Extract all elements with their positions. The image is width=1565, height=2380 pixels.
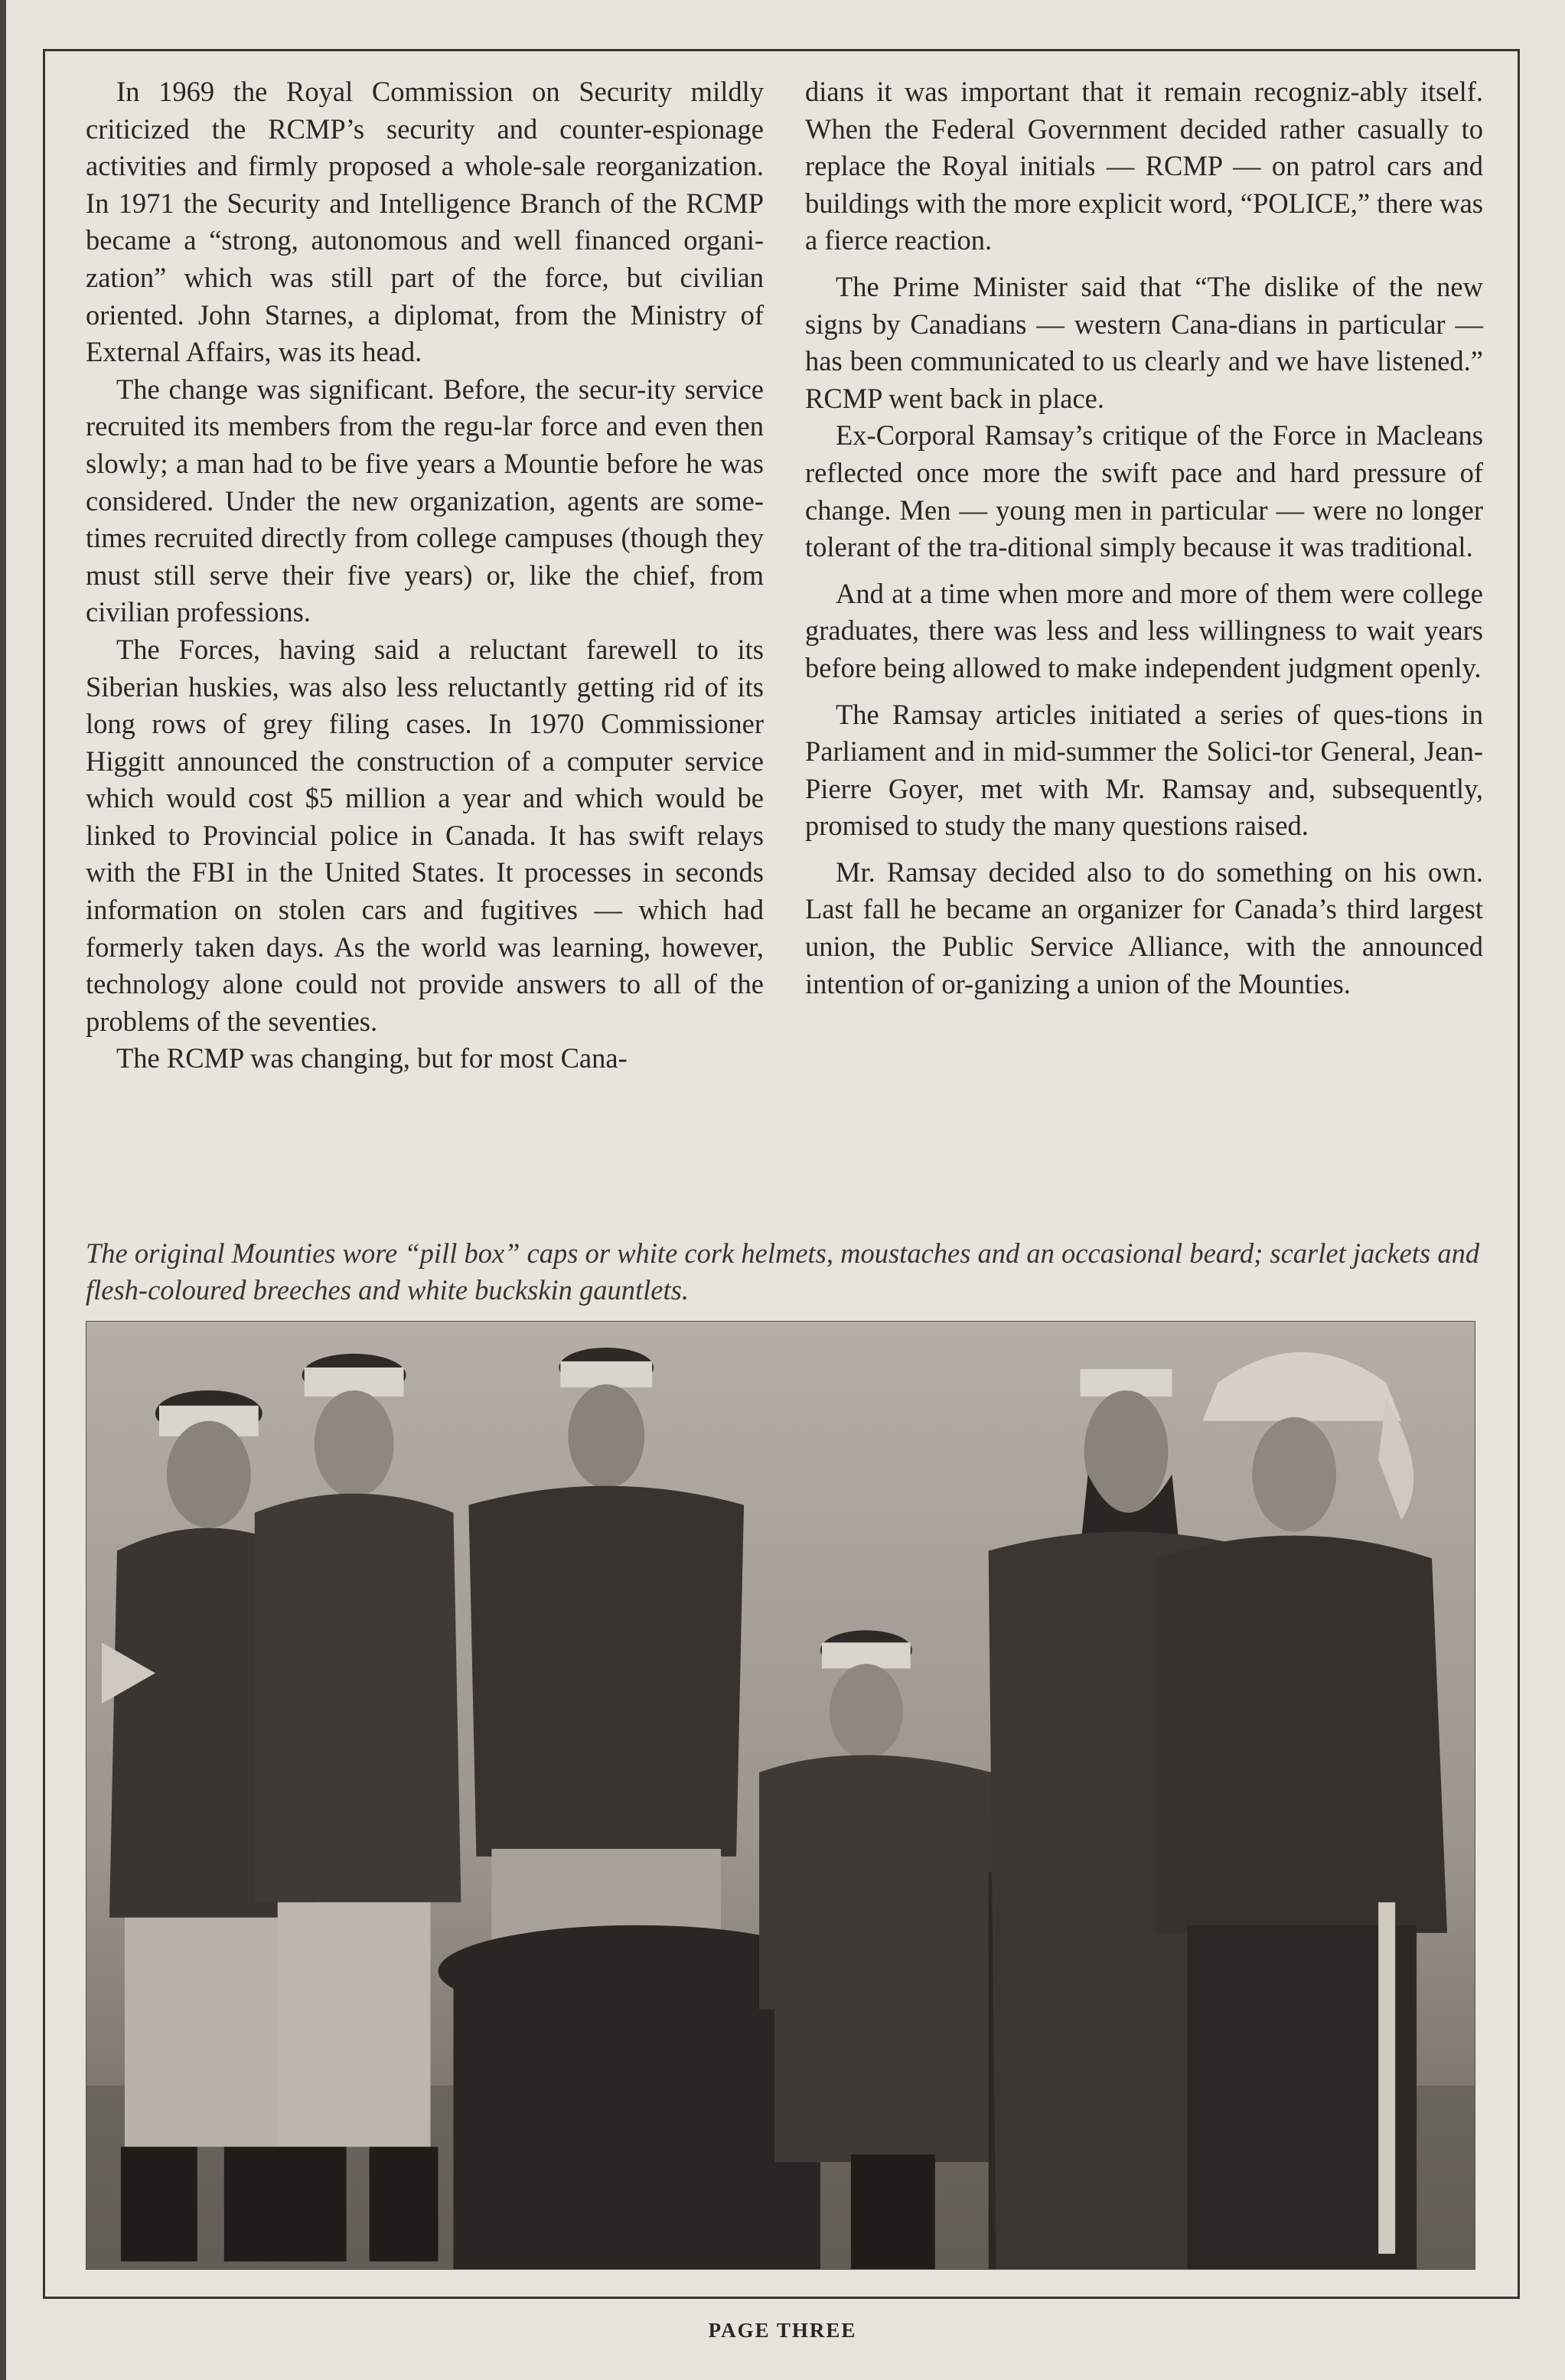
- mounties-group-photo: [86, 1322, 1475, 2269]
- paragraph: Mr. Ramsay decided also to do something on his own. Last fall he became an organizer for Canada’s third largest union, the Public Service Alliance, with the announced intention of or-ganizing a union of the Mounties.: [805, 856, 1483, 999]
- paragraph: The RCMP was changing, but for most Cana-: [116, 1042, 628, 1074]
- paragraph: In 1969 the Royal Commission on Security mildly criticized the RCMP’s security and counter-espionage activities and firmly proposed a whole-sale reorganization. In 1971 the Security and Intelligence Branch of the RCMP became a “strong, autonomous and well financed organi-zation” which was still part of the force, but civilian oriented. John Starnes, a diplomat, from the Ministry of External Affairs, was its head.: [86, 76, 764, 368]
- paragraph: The Ramsay articles initiated a series of ques-tions in Parliament and in mid-summer the Solici-tor General, Jean-Pierre Goyer, met with Mr. Ramsay and, subsequently, promised to study the many questions raised.: [805, 698, 1483, 842]
- paragraph: And at a time when more and more of them were college graduates, there was less and less willingness to wait years before being allowed to make independent judgment openly.: [805, 577, 1483, 683]
- paragraph: The Prime Minister said that “The dislike of the new signs by Canadians — western Cana-dians in particular — has been communicated to us clearly and we have listened.” RCMP went back in place.: [805, 270, 1483, 414]
- page-binding-edge: [0, 0, 6, 2380]
- historical-photograph: [86, 1321, 1475, 2270]
- paragraph: The Forces, having said a reluctant farewell to its Siberian huskies, was also less reluctantly getting rid of its long rows of grey filing cases. In 1970 Commissioner Higgitt announced the construction of a computer service which would cost $5 million a year and which would be linked to Provincial police in Canada. It has swift relays with the FBI in the United States. It processes in seconds information on stolen cars and fugitives — which had formerly taken days. As the world was learning, however, technology alone could not provide answers to all of the problems of the seventies.: [86, 633, 764, 1037]
- paragraph: The change was significant. Before, the secur-ity service recruited its members from the regu-lar force and even then slowly; a man had to be five years a Mountie before he was considered. Under the new organization, agents are some-times recruited directly from college campuses (though they must still serve their five years) or, like the chief, from civilian professions.: [86, 373, 764, 628]
- page-number: PAGE THREE: [708, 2319, 857, 2342]
- paragraph: dians it was important that it remain recogniz-ably itself. When the Federal Government decided rather casually to replace the Royal initials — RCMP — on patrol cars and buildings with the more explicit word, “POLICE,” there was a fierce reaction.: [805, 76, 1483, 256]
- article-body: [86, 73, 1483, 1229]
- photo-caption: The original Mounties wore “pill box” caps or white cork helmets, moustaches and an occasional beard; scarlet jackets and flesh-coloured breeches and white buckskin gauntlets.: [86, 1237, 1480, 1306]
- right-column: [805, 73, 1483, 1229]
- left-column: [86, 73, 764, 1229]
- paragraph: Ex-Corporal Ramsay’s critique of the Force in Macleans reflected once more the swift pace and hard pressure of change. Men — young men in particular — were no longer tolerant of the tra-ditional simply because it was traditional.: [805, 419, 1483, 563]
